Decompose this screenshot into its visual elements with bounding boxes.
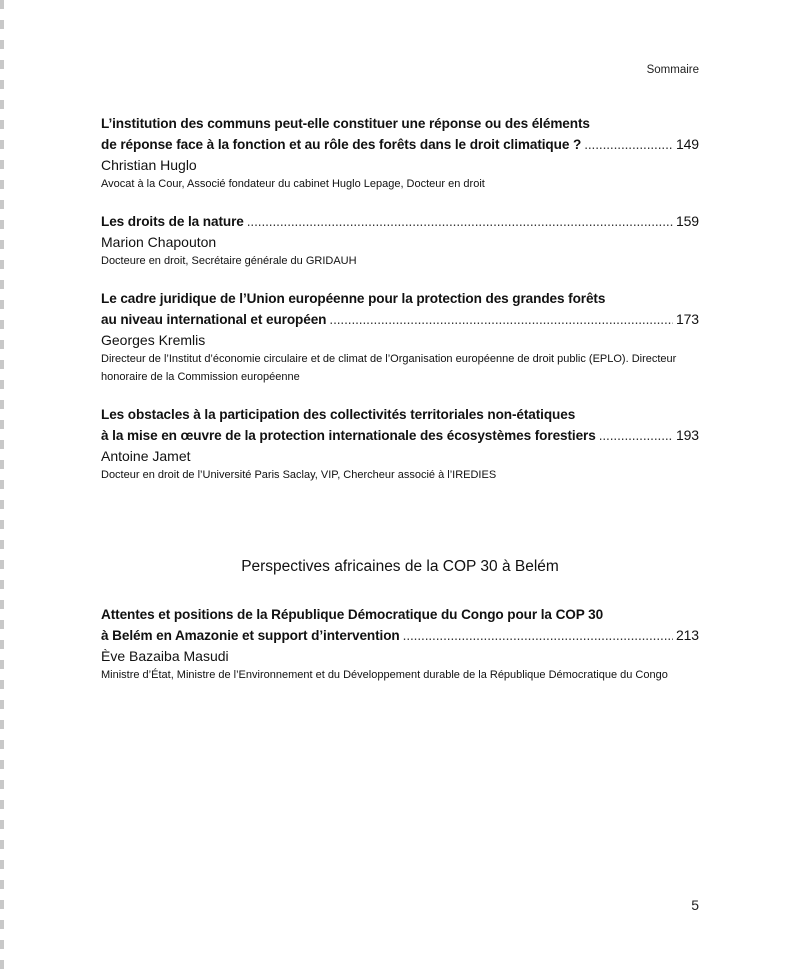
entry-author: Christian Huglo — [101, 157, 197, 173]
toc-entry-chapouton[interactable] — [101, 211, 699, 270]
section-heading: Perspectives africaines de la COP 30 à Belém — [241, 558, 559, 575]
entry-title-text: de réponse face à la fonction et au rôle des forêts dans le droit climatique ? — [101, 137, 582, 152]
entry-page-number: 213 — [675, 627, 699, 643]
entry-title-text: à Belém en Amazonie et support d’intervention — [101, 628, 400, 643]
entry-title-text: Les droits de la nature — [101, 214, 244, 229]
entry-title-last-line — [101, 625, 699, 646]
entry-affiliation: Ministre d’État, Ministre de l’Environnement et du Développement durable de la République Démocratique du Congo — [101, 669, 668, 681]
entry-author: Marion Chapouton — [101, 234, 217, 250]
toc-entry-jamet[interactable] — [101, 404, 699, 484]
entry-author: Ève Bazaiba Masudi — [101, 648, 229, 664]
leader-dots — [403, 625, 673, 646]
entry-title-last-line — [101, 211, 699, 232]
entry-title-last-line — [101, 309, 699, 330]
entry-page-number: 159 — [675, 213, 699, 229]
entry-affiliation: Docteure en droit, Secrétaire générale du GRIDAUH — [101, 255, 357, 267]
entry-title-line: Le cadre juridique de l’Union européenne pour la protection des grandes forêts — [101, 291, 606, 306]
entry-title-text: à la mise en œuvre de la protection internationale des écosystèmes forestiers — [101, 428, 596, 443]
entry-page-number: 149 — [675, 136, 699, 152]
leader-dots — [329, 309, 673, 330]
entry-page-number: 173 — [675, 311, 699, 327]
entry-title-line: Attentes et positions de la République Démocratique du Congo pour la COP 30 — [101, 607, 604, 622]
entry-affiliation: Avocat à la Cour, Associé fondateur du cabinet Huglo Lepage, Docteur en droit — [101, 178, 485, 190]
leader-dots — [584, 134, 673, 155]
entry-author: Antoine Jamet — [101, 448, 191, 464]
table-of-contents — [101, 113, 699, 702]
entry-author: Georges Kremlis — [101, 332, 206, 348]
entry-affiliation: Docteur en droit de l’Université Paris Saclay, VIP, Chercheur associé à l’IREDIES — [101, 469, 497, 481]
entry-title-line: Les obstacles à la participation des collectivités territoriales non-étatiques — [101, 407, 576, 422]
entry-page-number: 193 — [675, 427, 699, 443]
running-header: Sommaire — [646, 64, 699, 76]
toc-entry-kremlis[interactable] — [101, 288, 699, 386]
page-number: 5 — [691, 897, 699, 913]
page-edge-marks — [0, 0, 4, 976]
entry-title-text: au niveau international et européen — [101, 312, 327, 327]
entry-affiliation: Directeur de l’Institut d’économie circulaire et de climat de l’Organisation européenne de droit public (EPLO). Directeur honoraire de la Commission européenne — [101, 353, 677, 383]
entry-title-last-line — [101, 425, 699, 446]
toc-entry-huglo[interactable] — [101, 113, 699, 193]
toc-entry-bazaiba[interactable] — [101, 604, 699, 684]
entry-title-line: L’institution des communs peut-elle constituer une réponse ou des éléments — [101, 116, 590, 131]
leader-dots — [599, 425, 673, 446]
entry-title-last-line — [101, 134, 699, 155]
leader-dots — [247, 211, 673, 232]
